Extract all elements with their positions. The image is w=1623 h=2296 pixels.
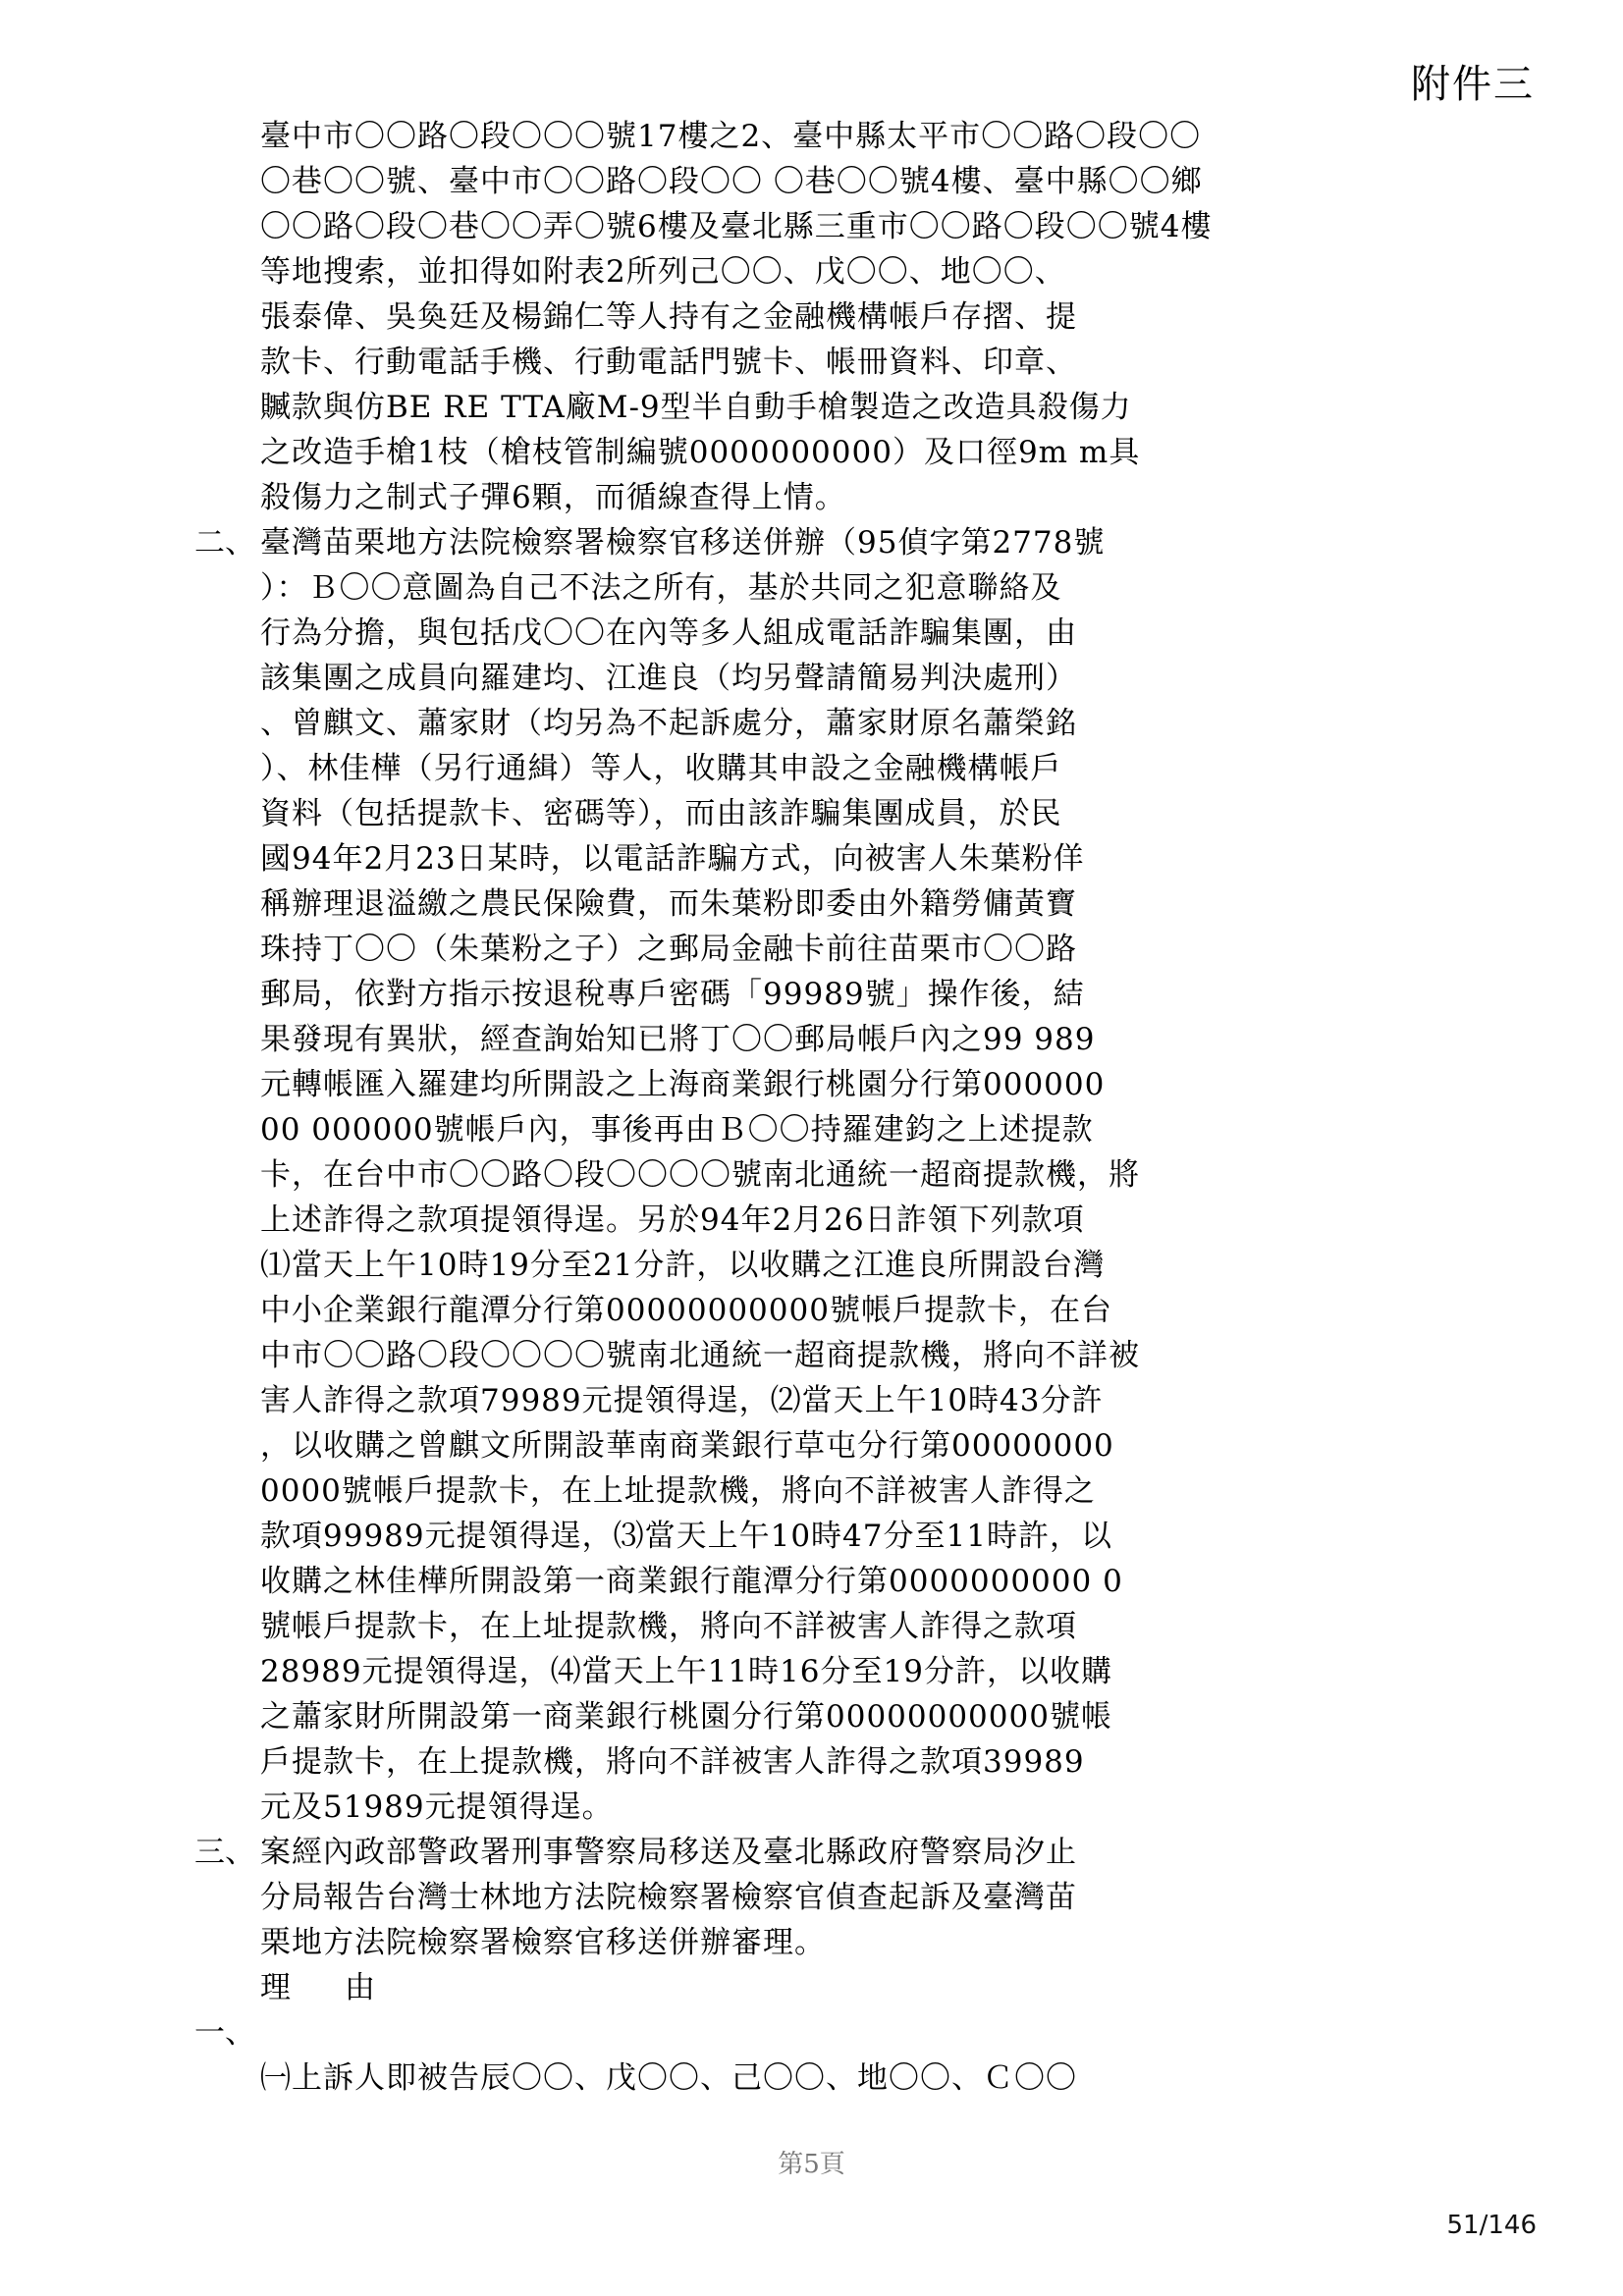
- text-line: 行為分擔，與包括戊〇〇在內等多人組成電話詐騙集團，由: [260, 615, 1077, 651]
- text-line: ）、林佳樺（另行通緝）等人，收購其申設之金融機構帳戶: [260, 751, 1062, 786]
- text-line: 資料（包括提款卡、密碼等），而由該詐騙集團成員，於民: [260, 796, 1062, 831]
- text-line: 贓款與仿BE RE TTA廠M-9型半自動手槍製造之改造具殺傷力: [260, 390, 1132, 425]
- text-line: 分局報告台灣士林地方法院檢察署檢察官偵查起訴及臺灣苗: [260, 1880, 1077, 1915]
- text-line: 殺傷力之制式子彈6顆，而循線查得上情。: [260, 480, 846, 515]
- text-line: ⑴當天上午10時19分至21分許，以收購之江進良所開設台灣: [260, 1248, 1106, 1283]
- text-line: 收購之林佳樺所開設第一商業銀行龍潭分行第0000000000 0: [260, 1564, 1123, 1599]
- text-line: 0000號帳戶提款卡，在上址提款機，將向不詳被害人詐得之: [260, 1473, 1096, 1509]
- text-line: 郵局，依對方指示按退稅專戶密碼「99989號」操作後，結: [260, 977, 1085, 1012]
- text-line: 〇〇路〇段〇巷〇〇弄〇號6樓及臺北縣三重市〇〇路〇段〇〇號4樓: [260, 209, 1213, 244]
- text-line: 臺中市〇〇路〇段〇〇〇號17樓之2、臺中縣太平市〇〇路〇段〇〇: [260, 119, 1202, 154]
- text-line: 、曾麒文、蕭家財（均另為不起訴處分，蕭家財原名蕭榮銘: [260, 706, 1077, 741]
- text-line: 栗地方法院檢察署檢察官移送併辦審理。: [260, 1925, 826, 1960]
- page-count: 51/146: [1446, 2211, 1537, 2240]
- text-line: 號帳戶提款卡，在上址提款機，將向不詳被害人詐得之款項: [260, 1609, 1077, 1644]
- section-marker: 一、: [194, 2015, 255, 2051]
- text-line: 之改造手槍1枝（槍枝管制編號0000000000）及口徑9m m具: [260, 435, 1141, 470]
- text-line: 中市〇〇路〇段〇〇〇〇號南北通統一超商提款機，將向不詳被: [260, 1338, 1140, 1373]
- text-line: 〇巷〇〇號、臺中市〇〇路〇段〇〇 〇巷〇〇號4樓、臺中縣〇〇鄉: [260, 164, 1203, 199]
- text-line: 珠持丁〇〇（朱葉粉之子）之郵局金融卡前往苗栗市〇〇路: [260, 932, 1077, 967]
- text-line: 案經內政部警政署刑事警察局移送及臺北縣政府警察局汐止: [260, 1835, 1077, 1870]
- text-line: ㈠上訴人即被告辰〇〇、戊〇〇、己〇〇、地〇〇、Ｃ〇〇: [260, 2060, 1077, 2096]
- section-marker: 二、: [194, 525, 255, 561]
- text-line: 等地搜索，並扣得如附表2所列己〇〇、戊〇〇、地〇〇、: [260, 254, 1066, 290]
- text-line: 款卡、行動電話手機、行動電話門號卡、帳冊資料、印章、: [260, 345, 1077, 380]
- text-line: 元及51989元提領得逞。: [260, 1789, 614, 1825]
- text-line: ，以收購之曾麒文所開設華南商業銀行草屯分行第00000000: [260, 1428, 1114, 1464]
- text-line: 元轉帳匯入羅建均所開設之上海商業銀行桃園分行第000000: [260, 1067, 1106, 1102]
- text-line: ）：Ｂ〇〇意圖為自己不法之所有，基於共同之犯意聯絡及: [260, 570, 1062, 606]
- text-line: 00 000000號帳戶內，事後再由Ｂ〇〇持羅建鈞之上述提款: [260, 1112, 1094, 1148]
- reasons-heading: 理 由: [260, 1970, 387, 2005]
- page-number-label: 第5頁: [778, 2150, 845, 2179]
- text-line: 害人詐得之款項79989元提領得逞，⑵當天上午10時43分許: [260, 1383, 1104, 1418]
- text-line: 果發現有異狀，經查詢始知已將丁〇〇郵局帳戶內之99 989: [260, 1022, 1096, 1057]
- section-marker: 三、: [194, 1835, 255, 1870]
- text-line: 卡，在台中市〇〇路〇段〇〇〇〇號南北通統一超商提款機，將: [260, 1157, 1140, 1193]
- text-line: 上述詐得之款項提領得逞。另於94年2月26日詐領下列款項: [260, 1202, 1085, 1238]
- text-line: 該集團之成員向羅建均、江進良（均另聲請簡易判決處刑）: [260, 661, 1077, 696]
- text-line: 中小企業銀行龍潭分行第00000000000號帳戶提款卡，在台: [260, 1293, 1112, 1328]
- text-line: 之蕭家財所開設第一商業銀行桃園分行第00000000000號帳: [260, 1699, 1112, 1735]
- text-line: 臺灣苗栗地方法院檢察署檢察官移送併辦（95偵字第2778號: [260, 525, 1106, 561]
- text-line: 稱辦理退溢繳之農民保險費，而朱葉粉即委由外籍勞傭黃寶: [260, 886, 1077, 922]
- text-line: 張泰偉、吳奐廷及楊錦仁等人持有之金融機構帳戶存摺、提: [260, 299, 1077, 335]
- text-line: 款項99989元提領得逞，⑶當天上午10時47分至11時許，以: [260, 1519, 1112, 1554]
- attachment-label: 附件三: [1411, 62, 1535, 107]
- text-line: 戶提款卡，在上提款機，將向不詳被害人詐得之款項39989: [260, 1744, 1085, 1780]
- text-line: 28989元提領得逞，⑷當天上午11時16分至19分許，以收購: [260, 1654, 1112, 1689]
- text-line: 國94年2月23日某時，以電話詐騙方式，向被害人朱葉粉佯: [260, 841, 1085, 877]
